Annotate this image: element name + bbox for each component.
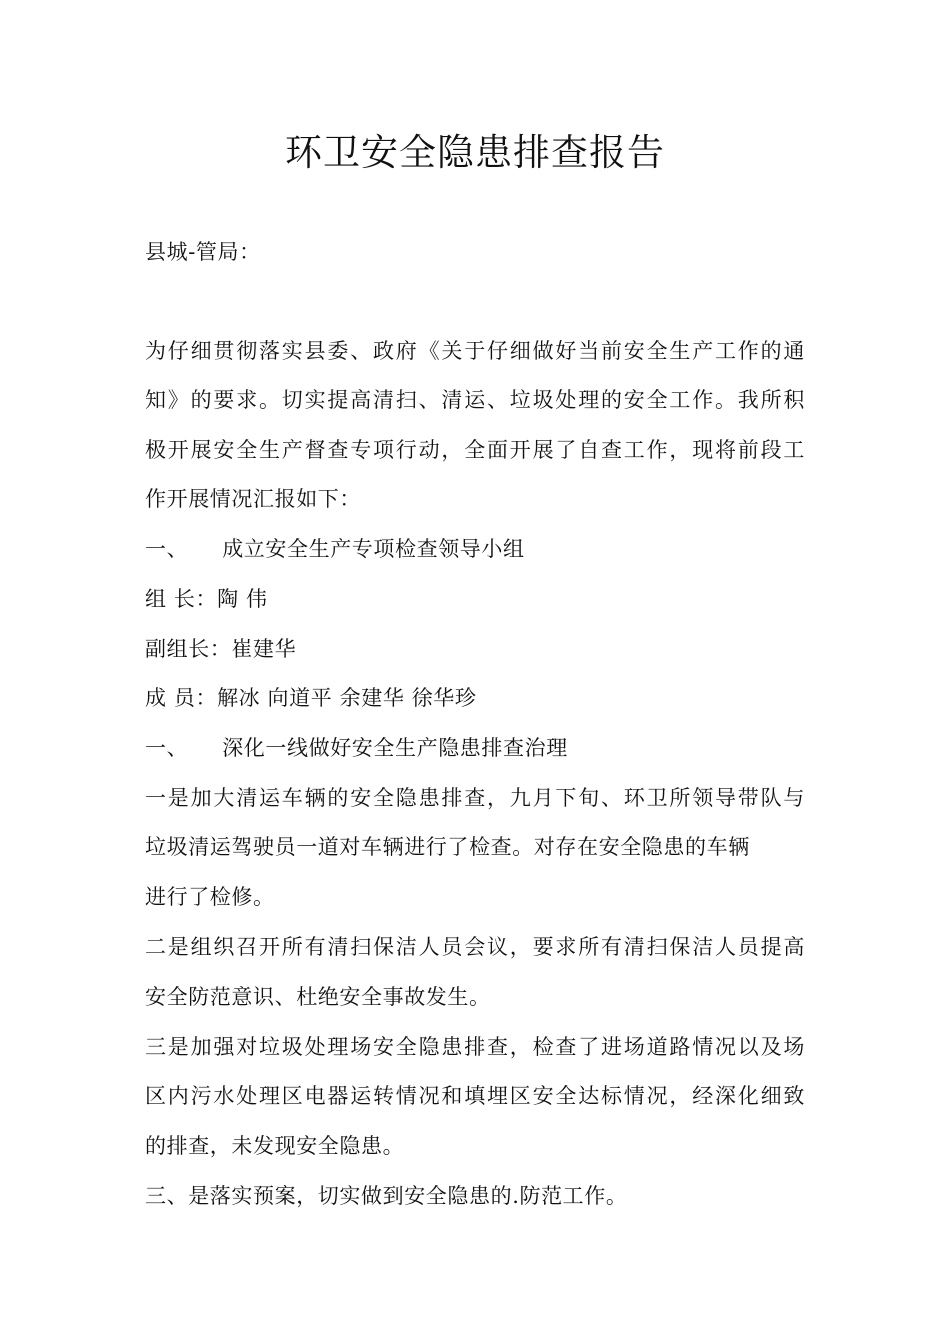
item-1-line-3: 进行了检修。 [145,885,275,909]
item-2-line-1: 二是组织召开所有清扫保洁人员会议，要求所有清扫保洁人员提高 [145,935,805,959]
leader-line: 组 长：陶 伟 [145,587,268,611]
item-2-line-2: 安全防范意识、杜绝安全事故发生。 [145,985,491,1009]
section-2-number: 一、 [145,736,189,760]
item-3-line-1: 三是加强对垃圾处理场安全隐患排查，检查了进场道路情况以及场 [145,1035,805,1059]
members-line: 成 员：解冰 向道平 余建华 徐华珍 [145,686,477,710]
intro-line-4: 作开展情况汇报如下： [145,487,361,511]
intro-line-3: 极开展安全生产督查专项行动，全面开展了自查工作，现将前段工 [145,438,805,462]
deputy-line: 副组长：崔建华 [145,637,297,661]
salutation: 县城-管局： [145,240,261,264]
document-title: 环卫安全隐患排查报告 [285,131,665,174]
section-2-heading [145,733,568,763]
section-1-number: 一、 [145,537,189,561]
section-1-heading [145,534,525,564]
item-3-line-3: 的排查，未发现安全隐患。 [145,1134,405,1158]
intro-line-1: 为仔细贯彻落实县委、政府《关于仔细做好当前安全生产工作的通 [145,339,805,363]
intro-line-2: 知》的要求。切实提高清扫、清运、垃圾处理的安全工作。我所积 [145,388,805,412]
item-4-line: 三、是落实预案，切实做到安全隐患的.防范工作。 [145,1184,628,1208]
section-2-title: 深化一线做好安全生产隐患排查治理 [222,736,568,760]
item-3-line-2: 区内污水处理区电器运转情况和填埋区安全达标情况，经深化细致 [145,1084,805,1108]
section-1-title: 成立安全生产专项检查领导小组 [222,537,525,561]
item-1-line-1: 一是加大清运车辆的安全隐患排查，九月下旬、环卫所领导带队与 [145,786,805,810]
item-1-line-2: 垃圾清运驾驶员一道对车辆进行了检查。对存在安全隐患的车辆 [145,835,750,859]
